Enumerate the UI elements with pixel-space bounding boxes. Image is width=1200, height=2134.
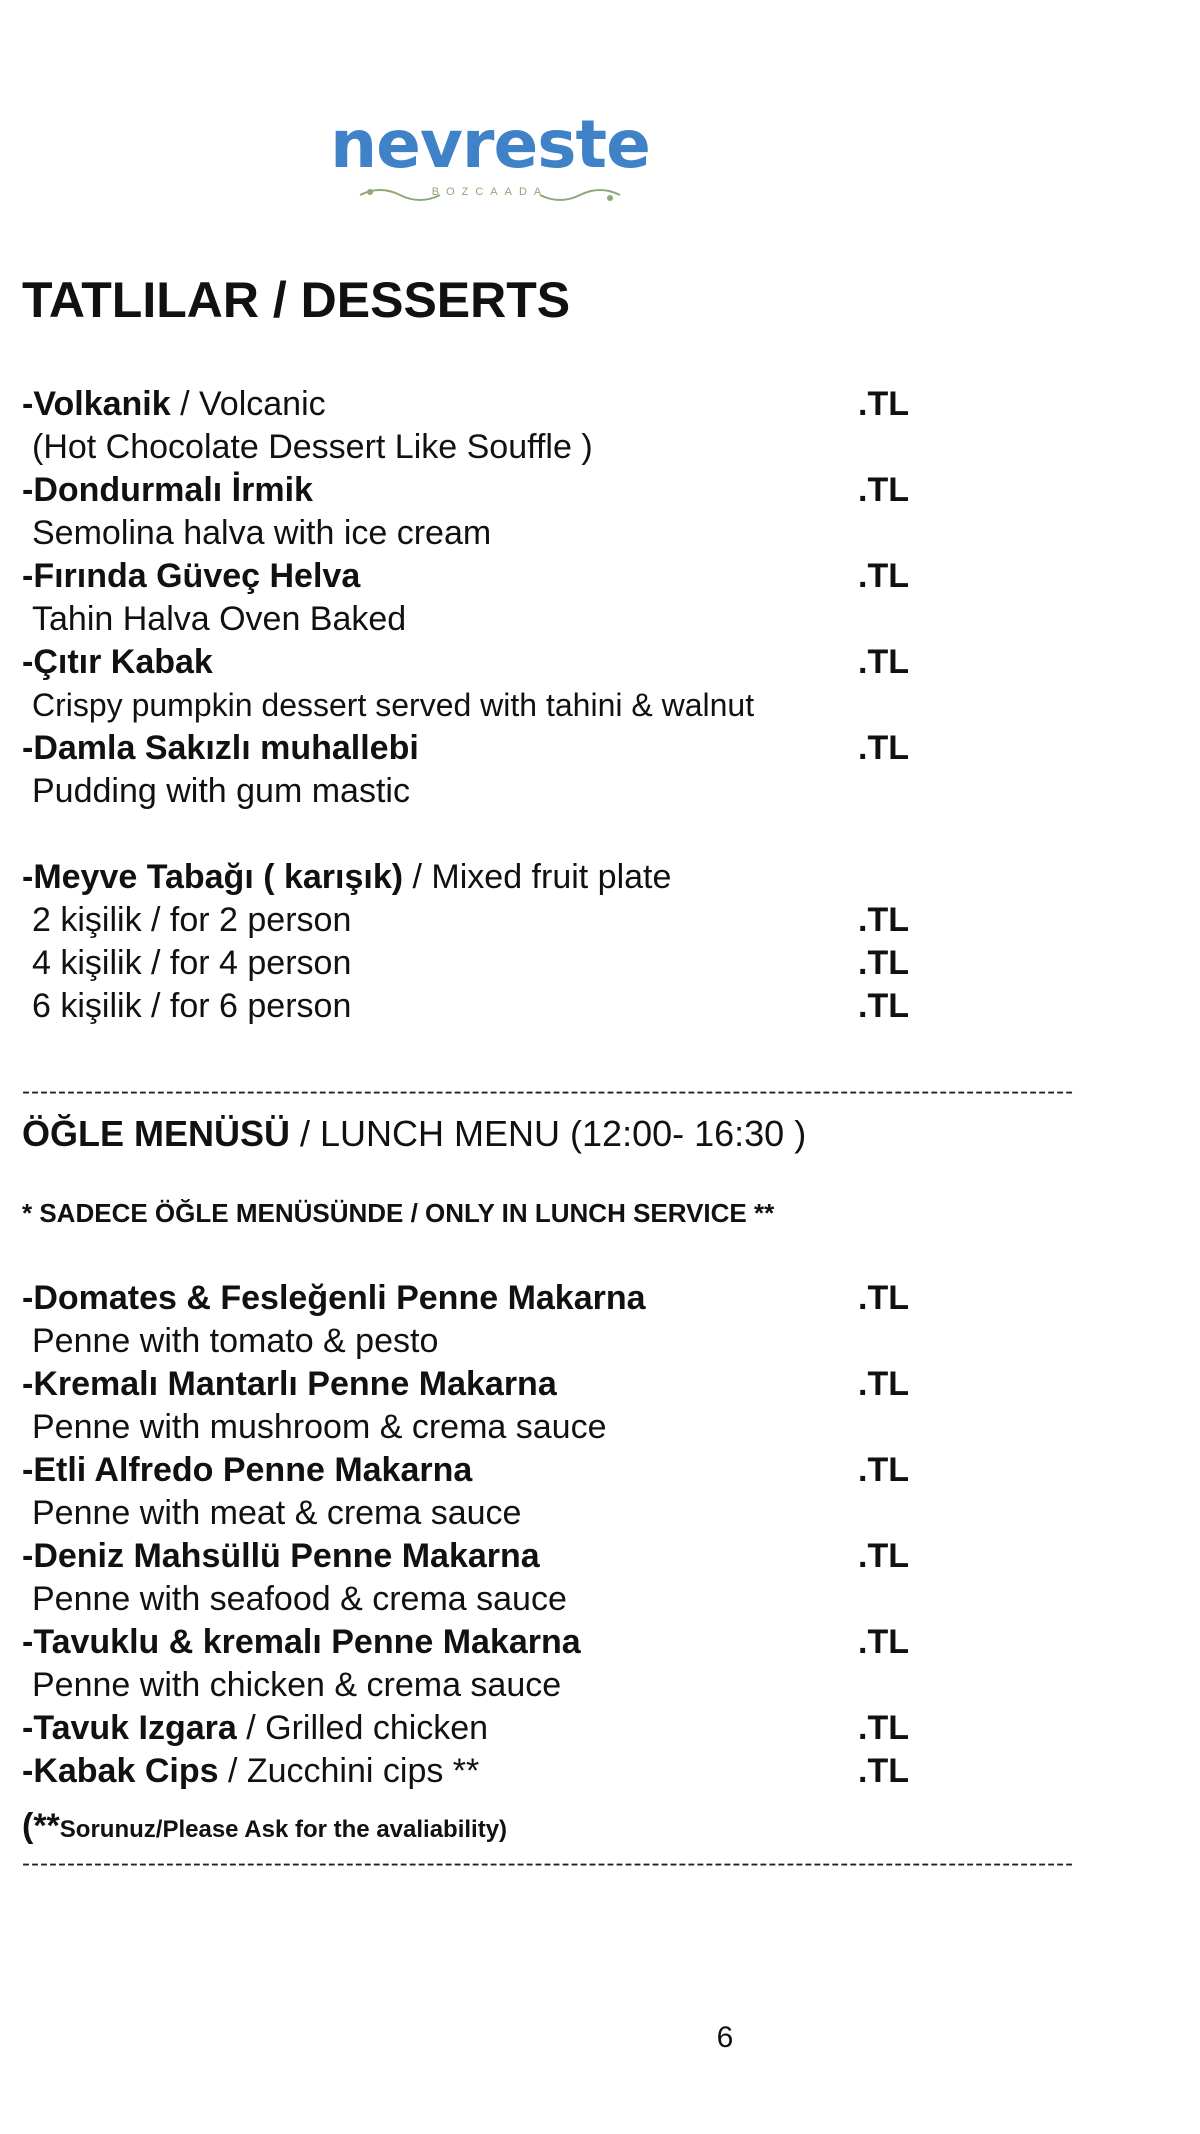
item-english: / Mixed fruit plate: [403, 858, 672, 896]
item-description: Penne with meat & crema sauce: [32, 1494, 522, 1532]
menu-item: [22, 469, 1172, 512]
item-name: -Deniz Mahsüllü Penne Makarna: [22, 1537, 540, 1575]
menu-item: [22, 1363, 1172, 1406]
item-price: .TL: [858, 1537, 909, 1575]
item-description: Penne with seafood & crema sauce: [32, 1580, 567, 1618]
item-price: .TL: [858, 471, 909, 509]
fruit-plate-option: [22, 942, 1172, 985]
option-label: 4 kişilik / for 4 person: [32, 944, 352, 982]
menu-item: [22, 1449, 1172, 1492]
lunch-service-note: * SADECE ÖĞLE MENÜSÜNDE / ONLY IN LUNCH SERVICE **: [22, 1198, 775, 1228]
option-price: .TL: [858, 987, 909, 1025]
option-label: 6 kişilik / for 6 person: [32, 987, 352, 1025]
item-description: Tahin Halva Oven Baked: [32, 600, 407, 638]
option-price: .TL: [858, 901, 909, 939]
menu-item: [22, 727, 1172, 770]
item-price: .TL: [858, 729, 909, 767]
section-divider: ---------------------------------------------------------------------------------------------------------------------: [22, 1080, 1075, 1104]
item-name: -Volkanik: [22, 385, 171, 423]
item-name: -Kremalı Mantarlı Penne Makarna: [22, 1365, 557, 1403]
option-label: 2 kişilik / for 2 person: [32, 901, 352, 939]
item-description: Penne with chicken & crema sauce: [32, 1666, 562, 1704]
menu-item: [22, 1750, 1172, 1793]
item-description: Pudding with gum mastic: [32, 772, 410, 810]
item-price: .TL: [858, 1709, 909, 1747]
item-price: .TL: [858, 557, 909, 595]
desserts-title: TATLILAR / DESSERTS: [22, 272, 571, 328]
item-description: Penne with tomato & pesto: [32, 1322, 439, 1360]
item-price: .TL: [858, 1279, 909, 1317]
item-description: Semolina halva with ice cream: [32, 514, 492, 552]
item-name: -Kabak Cips: [22, 1752, 219, 1790]
option-price: .TL: [858, 944, 909, 982]
menu-item: [22, 1535, 1172, 1578]
item-description: Penne with mushroom & crema sauce: [32, 1408, 607, 1446]
footnote-mark: (**: [22, 1807, 60, 1845]
item-english: / Grilled chicken: [236, 1709, 489, 1747]
item-name: -Damla Sakızlı muhallebi: [22, 729, 419, 767]
item-name: -Domates & Fesleğenli Penne Makarna: [22, 1279, 646, 1317]
page-number: 6: [716, 2021, 734, 2054]
lunch-list: [22, 1277, 1172, 1793]
menu-item: [22, 1707, 1172, 1750]
item-description: (Hot Chocolate Dessert Like Souffle ): [32, 428, 593, 466]
lunch-menu-title: [22, 1112, 806, 1156]
section-divider: ---------------------------------------------------------------------------------------------------------------------: [22, 1852, 1075, 1876]
fruit-plate-item: [22, 856, 1172, 899]
item-price: .TL: [858, 1451, 909, 1489]
item-english: / Zucchini cips **: [218, 1752, 480, 1790]
menu-item: [22, 383, 1172, 426]
availability-footnote: [22, 1808, 507, 1851]
menu-item: [22, 1621, 1172, 1664]
lunch-title-tr: ÖĞLE MENÜSÜ: [22, 1113, 291, 1154]
item-name: -Etli Alfredo Penne Makarna: [22, 1451, 473, 1489]
menu-item: [22, 641, 1172, 684]
item-name: -Fırında Güveç Helva: [22, 557, 361, 595]
lunch-title-en: / LUNCH MENU (12:00- 16:30 ): [290, 1113, 807, 1154]
item-name: -Dondurmalı İrmik: [22, 471, 313, 509]
item-price: .TL: [858, 1623, 909, 1661]
item-price: .TL: [858, 643, 909, 681]
item-price: .TL: [858, 1365, 909, 1403]
footnote-text: Sorunuz/Please Ask for the avaliability): [59, 1816, 508, 1843]
item-description: Crispy pumpkin dessert served with tahini & walnut: [32, 687, 755, 723]
item-name: -Tavuk Izgara: [22, 1709, 237, 1747]
item-price: .TL: [858, 1752, 909, 1790]
fruit-plate-option: [22, 985, 1172, 1028]
item-name: -Tavuklu & kremalı Penne Makarna: [22, 1623, 581, 1661]
item-english: / Volcanic: [170, 385, 326, 423]
menu-item: [22, 555, 1172, 598]
item-name: -Meyve Tabağı ( karışık): [22, 858, 404, 896]
item-name: -Çıtır Kabak: [22, 643, 213, 681]
logo-wordmark: nevreste: [330, 106, 650, 183]
menu-item: [22, 1277, 1172, 1320]
desserts-list: [22, 383, 1172, 1028]
nevreste-logo: [310, 105, 670, 215]
item-price: .TL: [858, 385, 909, 423]
logo-subtitle: BOZCAADA: [431, 186, 549, 198]
fruit-plate-option: [22, 899, 1172, 942]
